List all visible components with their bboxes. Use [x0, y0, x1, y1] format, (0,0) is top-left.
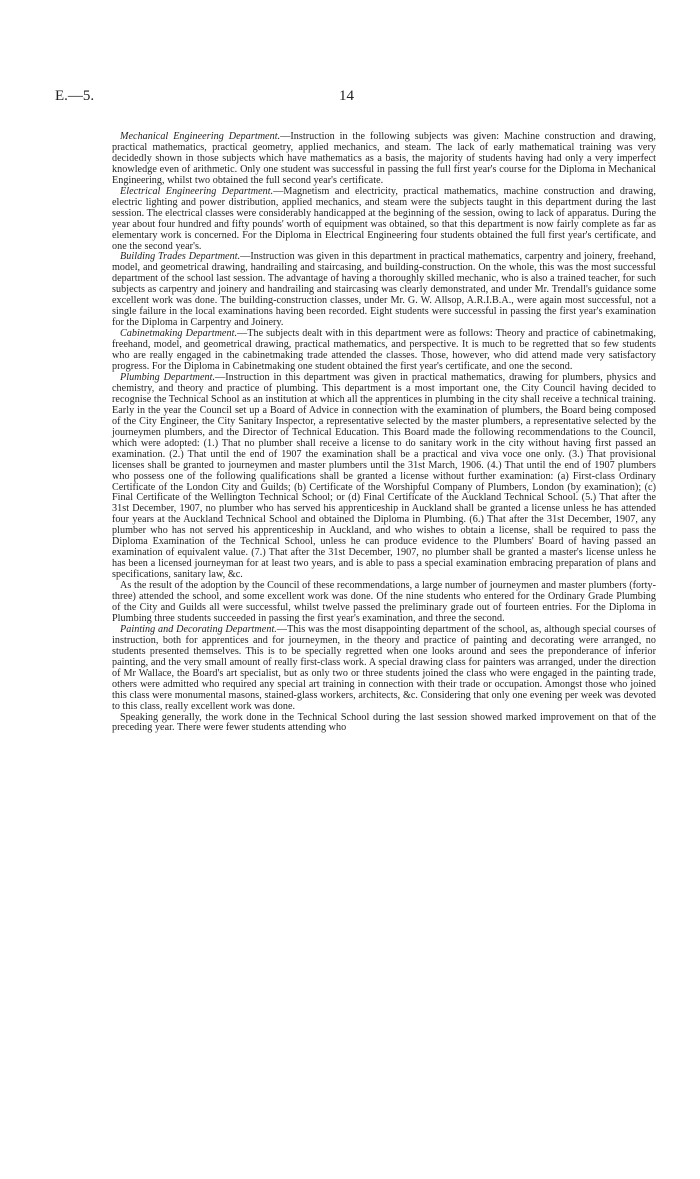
paragraph-general-summary: [112, 713, 656, 735]
report-reference: E.—5.: [55, 88, 95, 104]
section-heading: Mechanical Engineering Department.: [120, 131, 281, 142]
report-body: [112, 132, 656, 734]
page-number: 14: [339, 88, 354, 104]
paragraph-text: —This was the most disappointing department of the school, as, although special courses of instruction, both for apprentices and for journeymen, in the theory and practice of painting and decorating were arranged, no students presented themselves. This is to be specially regretted when one looks around and sees the preponderance of inferior painting, and the very small amount of really first-class work. A special drawing class for painters was arranged, under the direction of Mr Wallace, the Board's art specialist, but as only two or three students joined the class who were engaged in the painting trade, others were admitted who required any special art training in connection with their trade or occupation. Amongst those who joined this class were monumental masons, stained-glass workers, architects, &c. Considering that only one evening per week was devoted to this class, really excellent work was done.: [112, 623, 656, 712]
paragraph-text: —The subjects dealt with in this department were as follows: Theory and practice of cabinetmaking, freehand, model, and geometrical drawing, practical mathematics, and perspective. It is much to be regretted that so few students who are really engaged in the cabinetmaking trade attended the classes. Those, however, who did attend made very satisfactory progress. For the Diploma in Cabinetmaking one student obtained the first year's certificate, and one the second.: [112, 328, 657, 373]
paragraph-plumbing: [112, 373, 656, 581]
paragraph-building-trades: [112, 252, 656, 329]
section-heading: Cabinetmaking Department.: [120, 328, 238, 340]
section-heading: Building Trades Department.: [120, 251, 241, 263]
paragraph-mechanical-engineering: [112, 132, 656, 187]
section-heading: Painting and Decorating Department.: [120, 623, 277, 635]
page-header: [55, 88, 655, 108]
paragraph-cabinetmaking: [112, 329, 656, 373]
section-heading: Plumbing Department.: [120, 371, 216, 383]
paragraph-electrical-engineering: [112, 187, 656, 253]
paragraph-text: As the result of the adoption by the Council of these recommendations, a large number of journeymen and master plumbers (forty-three) attended the school, and some excellent work was done. Of the nine students who entered for the Ordinary Grade Plumbing of the City and Guilds all were successful, whilst twelve passed the preliminary grade out of fourteen entries. For the Diploma in Plumbing three students succeeded in passing the first year's examination, and three the second.: [112, 580, 656, 624]
paragraph-plumbing-results: [112, 581, 656, 625]
paragraph-text: —Instruction in the following subjects was given: Machine construction and drawing, practical mathematics, practical geometry, applied mechanics, and steam. The lack of early mathematical training was very decidedly shown in those subjects which have mathematics as a basis, the majority of students having had only a very imperfect knowledge even of arithmetic. Only one student was successful in passing the full first year's course for the Diploma in Mechanical Engineering, whilst two obtained the full second year's certificate.: [112, 131, 656, 186]
paragraph-text: —Instruction in this department was given in practical mathematics, drawing for plumbers, physics and chemistry, and theory and practice of plumbing. This department is a most important one, the City Council having decided to recognise the Technical School as an institution at which all the apprentices in plumbing in the city shall receive a technical training. Early in the year the Council set up a Board of Advice in connection with the examination of plumbers, the Board being composed of the City Engineer, the City Sanitary Inspector, a representative selected by the master plumbers, a representative selected by the journeymen plumbers, and the Director of Technical Education. This Board made the following recommendations to the Council, which were adopted: (1.) That no plumber shall receive a license to do sanitary work in the city without having first passed an examination. (2.) That until the end of 1907 the examination shall be a practical and viva voce one only. (3.) That provisional licenses shall be granted to journeymen and master plumbers until the 31st March, 1906. (4.) That until the end of 1907 plumbers who possess one of the following qualifications shall be granted a license without further examination: (a) First-class Ordinary Certificate of the London City and Guilds; (b) Certificate of the Worshipful Company of Plumbers, London (by examination); (c) Final Certificate of the Wellington Technical School; or (d) Final Certificate of the Auckland Technical School. (5.) That after the 31st December, 1907, no plumber who has served his apprenticeship in Auckland shall be granted a license unless he has attended four years at the Auckland Technical School and obtained the Diploma in Plumbing. (6.) That after the 31st December, 1907, any plumber who has not served his apprenticeship in Auckland, and who wishes to obtain a license, shall be required to pass the Diploma Examination of the Technical School, unless he can produce evidence to the Plumbers' Board of having passed an examination of equivalent value. (7.) That after the 31st December, 1907, no plumber shall be granted a master's license unless he has been a licensed journeyman for at least two years, and is able to pass a special examination embracing preparation of plans and specifications, sanitary law, &c.: [112, 371, 656, 581]
section-heading: Electrical Engineering Department.: [120, 185, 274, 197]
paragraph-text: Speaking generally, the work done in the Technical School during the last session showed marked improvement on that of the preceding year. There were fewer students attending who: [112, 711, 656, 734]
paragraph-text: —Instruction was given in this department in practical mathematics, carpentry and joinery, freehand, model, and geometrical drawing, handrailing and staircasing, and building-construction. On the whole, this was the most successful department of the school last session. The advantage of having a thoroughly skilled mechanic, who is also a trained teacher, for such subjects as carpentry and joinery and handrailing and staircasing was clearly demonstrated, and under Mr. Trendall's guidance some excellent work was done. The building-construction classes, under Mr. G. W. Allsop, A.R.I.B.A., were again most successful, not a single failure in the local examinations having been recorded. Eight students were successful in passing the first year's examination for the Diploma in Carpentry and Joinery.: [112, 251, 656, 329]
paragraph-painting-decorating: [112, 625, 656, 713]
paragraph-text: —Magnetism and electricity, practical mathematics, machine construction and drawing, electric lighting and power distribution, applied mechanics, and steam were the subjects taught in this department during the last session. The electrical classes were considerably handicapped at the beginning of the session, owing to lack of apparatus. During the year about four hundred and fifty pounds' worth of equipment was obtained, so that this department is now fairly complete as far as elementary work is concerned. For the Diploma in Electrical Engineering four students obtained the full first year's certificate, and one the second year's.: [112, 185, 656, 252]
